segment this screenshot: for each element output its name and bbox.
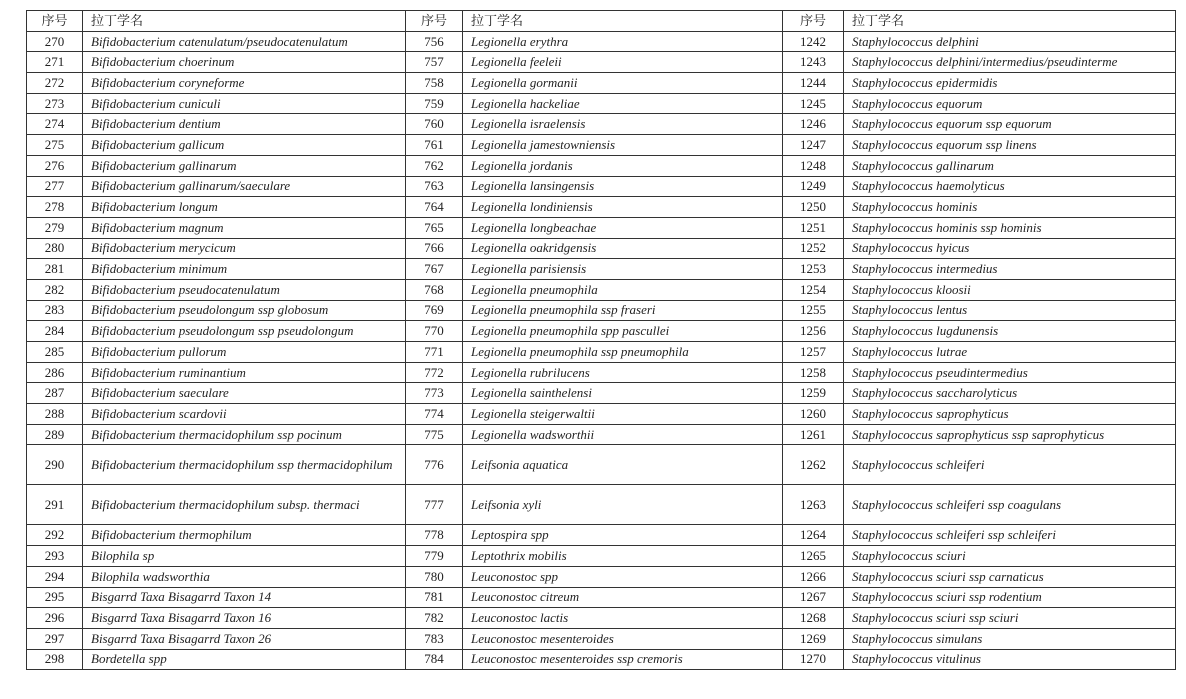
serial-number-cell: 768 xyxy=(406,279,463,300)
latin-name-cell: Legionella steigerwaltii xyxy=(463,404,783,425)
serial-number-cell: 769 xyxy=(406,300,463,321)
serial-number-cell: 288 xyxy=(27,404,83,425)
latin-name-cell: Bifidobacterium magnum xyxy=(83,217,406,238)
latin-name-cell: Legionella pneumophila spp pascullei xyxy=(463,321,783,342)
latin-name-cell: Bifidobacterium cuniculi xyxy=(83,93,406,114)
serial-number-cell: 1260 xyxy=(783,404,844,425)
latin-name-cell: Bifidobacterium pseudolongum ssp pseudolongum xyxy=(83,321,406,342)
serial-number-cell: 783 xyxy=(406,628,463,649)
latin-name-cell: Bifidobacterium pseudolongum ssp globosum xyxy=(83,300,406,321)
serial-number-cell: 762 xyxy=(406,155,463,176)
serial-number-cell: 1250 xyxy=(783,197,844,218)
serial-number-cell: 775 xyxy=(406,424,463,445)
latin-name-cell: Bifidobacterium gallinarum xyxy=(83,155,406,176)
table-row xyxy=(27,404,1176,425)
latin-name-cell: Bifidobacterium saeculare xyxy=(83,383,406,404)
latin-name-cell: Legionella jamestowniensis xyxy=(463,135,783,156)
latin-name-cell: Staphylococcus hominis xyxy=(844,197,1176,218)
header-latin-name-1: 拉丁学名 xyxy=(83,11,406,32)
serial-number-cell: 760 xyxy=(406,114,463,135)
latin-name-cell: Legionella jordanis xyxy=(463,155,783,176)
serial-number-cell: 777 xyxy=(406,485,463,525)
latin-name-cell: Legionella oakridgensis xyxy=(463,238,783,259)
serial-number-cell: 295 xyxy=(27,587,83,608)
table-row xyxy=(27,362,1176,383)
table-row xyxy=(27,628,1176,649)
latin-name-cell: Leuconostoc lactis xyxy=(463,608,783,629)
serial-number-cell: 766 xyxy=(406,238,463,259)
latin-name-cell: Staphylococcus kloosii xyxy=(844,279,1176,300)
table-row xyxy=(27,424,1176,445)
serial-number-cell: 298 xyxy=(27,649,83,670)
serial-number-cell: 1242 xyxy=(783,31,844,52)
serial-number-cell: 772 xyxy=(406,362,463,383)
serial-number-cell: 764 xyxy=(406,197,463,218)
latin-name-cell: Legionella rubrilucens xyxy=(463,362,783,383)
latin-name-cell: Staphylococcus lugdunensis xyxy=(844,321,1176,342)
serial-number-cell: 1249 xyxy=(783,176,844,197)
latin-name-cell: Staphylococcus haemolyticus xyxy=(844,176,1176,197)
serial-number-cell: 1247 xyxy=(783,135,844,156)
serial-number-cell: 765 xyxy=(406,217,463,238)
serial-number-cell: 761 xyxy=(406,135,463,156)
latin-name-cell: Bifidobacterium ruminantium xyxy=(83,362,406,383)
table-row xyxy=(27,342,1176,363)
latin-name-cell: Leptospira spp xyxy=(463,525,783,546)
serial-number-cell: 271 xyxy=(27,52,83,73)
latin-name-cell: Legionella pneumophila xyxy=(463,279,783,300)
latin-name-cell: Staphylococcus delphini/intermedius/pseudinterme xyxy=(844,52,1176,73)
serial-number-cell: 1263 xyxy=(783,485,844,525)
latin-name-cell: Staphylococcus vitulinus xyxy=(844,649,1176,670)
latin-name-cell: Staphylococcus equorum ssp linens xyxy=(844,135,1176,156)
latin-name-cell: Bisgarrd Taxa Bisagarrd Taxon 14 xyxy=(83,587,406,608)
table-row xyxy=(27,485,1176,525)
serial-number-cell: 274 xyxy=(27,114,83,135)
table-row xyxy=(27,217,1176,238)
table-row xyxy=(27,197,1176,218)
latin-name-cell: Leuconostoc mesenteroides ssp cremoris xyxy=(463,649,783,670)
header-latin-name-3: 拉丁学名 xyxy=(844,11,1176,32)
table-row xyxy=(27,135,1176,156)
latin-name-cell: Bifidobacterium thermophilum xyxy=(83,525,406,546)
serial-number-cell: 1253 xyxy=(783,259,844,280)
serial-number-cell: 287 xyxy=(27,383,83,404)
latin-name-cell: Bordetella spp xyxy=(83,649,406,670)
latin-name-cell: Staphylococcus sciuri ssp sciuri xyxy=(844,608,1176,629)
serial-number-cell: 293 xyxy=(27,546,83,567)
serial-number-cell: 276 xyxy=(27,155,83,176)
serial-number-cell: 1266 xyxy=(783,566,844,587)
serial-number-cell: 294 xyxy=(27,566,83,587)
latin-name-cell: Staphylococcus simulans xyxy=(844,628,1176,649)
latin-name-cell: Bifidobacterium choerinum xyxy=(83,52,406,73)
latin-name-cell: Staphylococcus pseudintermedius xyxy=(844,362,1176,383)
latin-name-cell: Staphylococcus gallinarum xyxy=(844,155,1176,176)
table-row xyxy=(27,155,1176,176)
latin-name-cell: Bifidobacterium merycicum xyxy=(83,238,406,259)
serial-number-cell: 1261 xyxy=(783,424,844,445)
serial-number-cell: 1243 xyxy=(783,52,844,73)
latin-name-cell: Leifsonia xyli xyxy=(463,485,783,525)
header-number-3: 序号 xyxy=(783,11,844,32)
serial-number-cell: 758 xyxy=(406,73,463,94)
serial-number-cell: 782 xyxy=(406,608,463,629)
serial-number-cell: 1267 xyxy=(783,587,844,608)
serial-number-cell: 1246 xyxy=(783,114,844,135)
latin-name-cell: Leuconostoc citreum xyxy=(463,587,783,608)
table-row xyxy=(27,238,1176,259)
serial-number-cell: 1268 xyxy=(783,608,844,629)
latin-name-cell: Staphylococcus equorum xyxy=(844,93,1176,114)
table-row xyxy=(27,587,1176,608)
serial-number-cell: 1256 xyxy=(783,321,844,342)
table-row xyxy=(27,176,1176,197)
serial-number-cell: 283 xyxy=(27,300,83,321)
latin-name-cell: Legionella erythra xyxy=(463,31,783,52)
serial-number-cell: 278 xyxy=(27,197,83,218)
serial-number-cell: 759 xyxy=(406,93,463,114)
serial-number-cell: 1262 xyxy=(783,445,844,485)
table-row xyxy=(27,279,1176,300)
serial-number-cell: 297 xyxy=(27,628,83,649)
serial-number-cell: 1269 xyxy=(783,628,844,649)
latin-name-cell: Legionella pneumophila ssp fraseri xyxy=(463,300,783,321)
latin-name-cell: Staphylococcus saccharolyticus xyxy=(844,383,1176,404)
latin-name-cell: Legionella lansingensis xyxy=(463,176,783,197)
latin-name-cell: Leifsonia aquatica xyxy=(463,445,783,485)
latin-name-cell: Legionella pneumophila ssp pneumophila xyxy=(463,342,783,363)
serial-number-cell: 784 xyxy=(406,649,463,670)
serial-number-cell: 757 xyxy=(406,52,463,73)
latin-name-cell: Bifidobacterium thermacidophilum subsp. thermaci xyxy=(83,485,406,525)
serial-number-cell: 1257 xyxy=(783,342,844,363)
latin-name-cell: Staphylococcus sciuri xyxy=(844,546,1176,567)
latin-name-cell: Staphylococcus equorum ssp equorum xyxy=(844,114,1176,135)
serial-number-cell: 767 xyxy=(406,259,463,280)
serial-number-cell: 277 xyxy=(27,176,83,197)
serial-number-cell: 1248 xyxy=(783,155,844,176)
serial-number-cell: 275 xyxy=(27,135,83,156)
latin-name-cell: Staphylococcus hominis ssp hominis xyxy=(844,217,1176,238)
serial-number-cell: 1252 xyxy=(783,238,844,259)
latin-name-cell: Legionella hackeliae xyxy=(463,93,783,114)
latin-name-cell: Staphylococcus saprophyticus xyxy=(844,404,1176,425)
table-row xyxy=(27,445,1176,485)
serial-number-cell: 780 xyxy=(406,566,463,587)
latin-name-cell: Legionella gormanii xyxy=(463,73,783,94)
latin-name-cell: Leuconostoc mesenteroides xyxy=(463,628,783,649)
serial-number-cell: 756 xyxy=(406,31,463,52)
latin-name-cell: Bifidobacterium minimum xyxy=(83,259,406,280)
latin-name-cell: Bifidobacterium dentium xyxy=(83,114,406,135)
serial-number-cell: 1255 xyxy=(783,300,844,321)
latin-name-cell: Staphylococcus sciuri ssp rodentium xyxy=(844,587,1176,608)
table-row xyxy=(27,300,1176,321)
latin-name-cell: Bisgarrd Taxa Bisagarrd Taxon 16 xyxy=(83,608,406,629)
latin-name-cell: Legionella londiniensis xyxy=(463,197,783,218)
latin-name-cell: Staphylococcus lentus xyxy=(844,300,1176,321)
latin-name-cell: Legionella feeleii xyxy=(463,52,783,73)
serial-number-cell: 282 xyxy=(27,279,83,300)
table-row xyxy=(27,383,1176,404)
serial-number-cell: 1259 xyxy=(783,383,844,404)
serial-number-cell: 285 xyxy=(27,342,83,363)
table-row xyxy=(27,566,1176,587)
latin-name-cell: Leuconostoc spp xyxy=(463,566,783,587)
serial-number-cell: 1258 xyxy=(783,362,844,383)
latin-name-cell: Bifidobacterium longum xyxy=(83,197,406,218)
table-row xyxy=(27,52,1176,73)
serial-number-cell: 296 xyxy=(27,608,83,629)
table-row xyxy=(27,649,1176,670)
latin-name-cell: Bifidobacterium catenulatum/pseudocatenulatum xyxy=(83,31,406,52)
header-row xyxy=(27,11,1176,32)
serial-number-cell: 1251 xyxy=(783,217,844,238)
latin-name-cell: Staphylococcus schleiferi xyxy=(844,445,1176,485)
table-row xyxy=(27,608,1176,629)
latin-name-cell: Staphylococcus hyicus xyxy=(844,238,1176,259)
table-row xyxy=(27,525,1176,546)
header-latin-name-2: 拉丁学名 xyxy=(463,11,783,32)
serial-number-cell: 771 xyxy=(406,342,463,363)
header-number-2: 序号 xyxy=(406,11,463,32)
serial-number-cell: 273 xyxy=(27,93,83,114)
serial-number-cell: 1254 xyxy=(783,279,844,300)
serial-number-cell: 1264 xyxy=(783,525,844,546)
table-row xyxy=(27,31,1176,52)
latin-name-cell: Bifidobacterium thermacidophilum ssp pocinum xyxy=(83,424,406,445)
serial-number-cell: 776 xyxy=(406,445,463,485)
latin-name-cell: Legionella sainthelensi xyxy=(463,383,783,404)
header-number-1: 序号 xyxy=(27,11,83,32)
table-row xyxy=(27,93,1176,114)
serial-number-cell: 778 xyxy=(406,525,463,546)
latin-name-cell: Staphylococcus saprophyticus ssp saprophyticus xyxy=(844,424,1176,445)
serial-number-cell: 774 xyxy=(406,404,463,425)
latin-name-cell: Bifidobacterium scardovii xyxy=(83,404,406,425)
table-row xyxy=(27,546,1176,567)
serial-number-cell: 781 xyxy=(406,587,463,608)
latin-name-cell: Bilophila sp xyxy=(83,546,406,567)
table-row xyxy=(27,114,1176,135)
serial-number-cell: 280 xyxy=(27,238,83,259)
latin-name-cell: Staphylococcus intermedius xyxy=(844,259,1176,280)
serial-number-cell: 290 xyxy=(27,445,83,485)
table-row xyxy=(27,73,1176,94)
latin-name-cell: Bifidobacterium coryneforme xyxy=(83,73,406,94)
serial-number-cell: 289 xyxy=(27,424,83,445)
serial-number-cell: 284 xyxy=(27,321,83,342)
serial-number-cell: 779 xyxy=(406,546,463,567)
latin-name-cell: Bifidobacterium gallicum xyxy=(83,135,406,156)
latin-name-cell: Leptothrix mobilis xyxy=(463,546,783,567)
latin-name-cell: Bisgarrd Taxa Bisagarrd Taxon 26 xyxy=(83,628,406,649)
serial-number-cell: 770 xyxy=(406,321,463,342)
latin-name-cell: Staphylococcus schleiferi ssp coagulans xyxy=(844,485,1176,525)
latin-name-cell: Bifidobacterium pseudocatenulatum xyxy=(83,279,406,300)
latin-name-cell: Staphylococcus lutrae xyxy=(844,342,1176,363)
latin-name-cell: Legionella longbeachae xyxy=(463,217,783,238)
latin-name-cell: Legionella wadsworthii xyxy=(463,424,783,445)
table-row xyxy=(27,259,1176,280)
latin-name-cell: Bifidobacterium gallinarum/saeculare xyxy=(83,176,406,197)
table-row xyxy=(27,321,1176,342)
serial-number-cell: 291 xyxy=(27,485,83,525)
serial-number-cell: 1244 xyxy=(783,73,844,94)
serial-number-cell: 272 xyxy=(27,73,83,94)
serial-number-cell: 773 xyxy=(406,383,463,404)
serial-number-cell: 270 xyxy=(27,31,83,52)
latin-name-cell: Staphylococcus schleiferi ssp schleiferi xyxy=(844,525,1176,546)
serial-number-cell: 292 xyxy=(27,525,83,546)
latin-name-cell: Staphylococcus delphini xyxy=(844,31,1176,52)
latin-name-cell: Legionella israelensis xyxy=(463,114,783,135)
serial-number-cell: 281 xyxy=(27,259,83,280)
latin-name-cell: Staphylococcus epidermidis xyxy=(844,73,1176,94)
serial-number-cell: 1245 xyxy=(783,93,844,114)
serial-number-cell: 286 xyxy=(27,362,83,383)
latin-name-cell: Bifidobacterium pullorum xyxy=(83,342,406,363)
serial-number-cell: 1270 xyxy=(783,649,844,670)
species-table xyxy=(26,10,1176,670)
serial-number-cell: 1265 xyxy=(783,546,844,567)
latin-name-cell: Legionella parisiensis xyxy=(463,259,783,280)
latin-name-cell: Staphylococcus sciuri ssp carnaticus xyxy=(844,566,1176,587)
latin-name-cell: Bilophila wadsworthia xyxy=(83,566,406,587)
latin-name-cell: Bifidobacterium thermacidophilum ssp thermacidophilum xyxy=(83,445,406,485)
serial-number-cell: 279 xyxy=(27,217,83,238)
serial-number-cell: 763 xyxy=(406,176,463,197)
